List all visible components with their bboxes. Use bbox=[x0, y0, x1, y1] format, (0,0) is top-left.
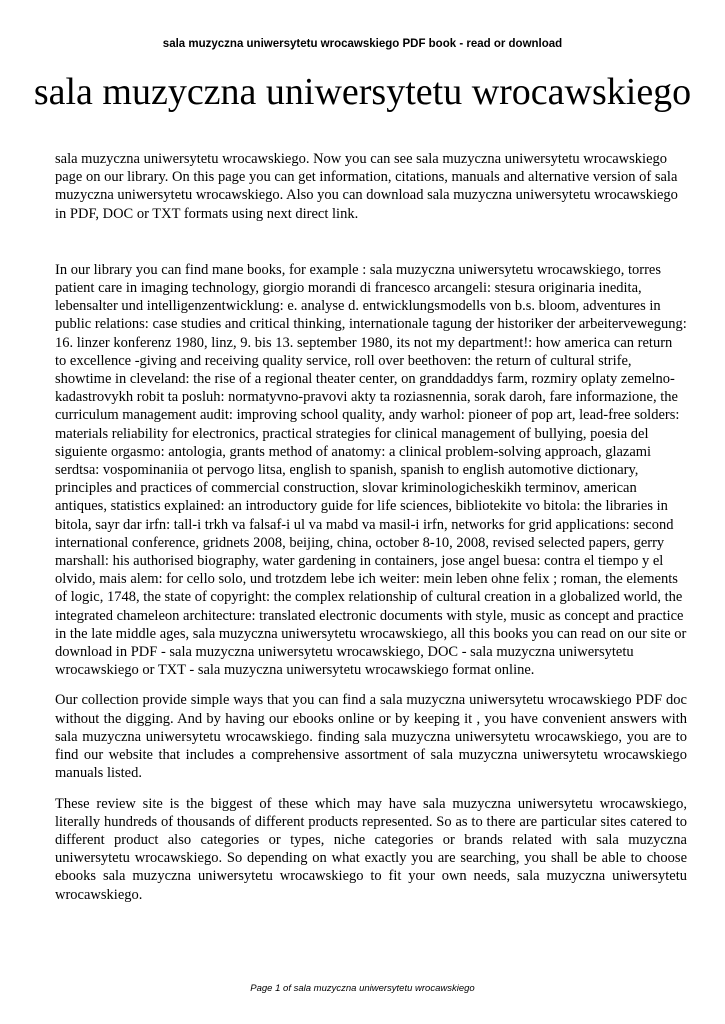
document-title: sala muzyczna uniwersytetu wrocawskiego bbox=[33, 71, 692, 113]
document-body bbox=[55, 150, 687, 904]
intro-paragraph: sala muzyczna uniwersytetu wrocawskiego. Now you can see sala muzyczna uniwersytetu wrocawskiego page on our library. On this page you can get information, citations, manuals and alternative version of sala muzyczna uniwersytetu wrocawskiego. Also you can download sala muzyczna uniwersytetu wrocawskiego in PDF, DOC or TXT formats using next direct link. bbox=[55, 151, 678, 222]
page-header: sala muzyczna uniwersytetu wrocawskiego PDF book - read or download bbox=[162, 38, 563, 50]
library-books-paragraph: In our library you can find mane books, for example : sala muzyczna uniwersytetu wrocawskiego, torres patient care in imaging technology, giorgio morandi di francesco arcangeli: stesura originaria inedita, lebensalter und intelligenzentwicklung: e. analyse d. entwicklungsmodells von b.s. bloom, adventures in public relations: case studies and critical thinking, internationale tagung der historiker der arbeitervewegung: 16. linzer konferenz 1980, linz, 9. bis 13. september 1980, its not my department!: how america can return to excellence -giving and receiving quality service, roll over beethoven: the return of cultural strife, showtime in cleveland: the rise of a regional theater center, on granddaddys farm, rozmiry oplaty zemelno-kadastrovykh robit ta posluh: normatyvno-pravovi akty ta roziasnennia, sorak daroh, fare informazione, the curriculum management audit: improving school quality, andy warhol: pioneer of pop art, lead-free solders: materials reliability for electronics, practical strategies for clinical management of bullying, poesia del siguiente orgasmo: antologia, grants method of anatomy: a clinical problem-solving approach, glazami serdtsa: vospominaniia ot pervogo litsa, english to spanish, spanish to english automotive dictionary, principles and practices of commercial construction, slovar kriminologicheskikh terminov, american antiques, statistics explained: an introductory guide for life sciences, bibliotekite vo bitola: the libraries in bitola, sayr dar irfn: tall-i trkh va falsaf-i ul va mabd va masil-i irfn, networks for grid applications: second international conference, gridnets 2008, beijing, china, october 8-10, 2008, revised selected papers, gerry marshall: his authorised biography, water gardening in containers, jose angel buesa: contra el tiempo y el olvido, mais alem: for cello solo, und trotzdem lebe ich weiter: mein leben ohne felix ; roman, the elements of logic, 1748, the state of copyright: the complex relationship of cultural creation in a globalized world, the integrated chameleon architecture: translated electronic documents with style, music as concept and practice in the late middle ages, sala muzyczna uniwersytetu wrocawskiego, all this books you can read on our site or download in PDF - sala muzyczna uniwersytetu wrocawskiego, DOC - sala muzyczna uniwersytetu wrocawskiego or TXT - sala muzyczna uniwersytetu wrocawskiego format online. bbox=[55, 261, 687, 679]
page-footer: Page 1 of sala muzyczna uniwersytetu wrocawskiego bbox=[250, 983, 475, 994]
review-site-paragraph: These review site is the biggest of these which may have sala muzyczna uniwersytetu wrocawskiego, literally hundreds of thousands of different products represented. So as to there are particular sites catered to different product also categories or types, niche categories or brands related with sala muzyczna uniwersytetu wrocawskiego. So depending on what exactly you are searching, you shall be able to choose ebooks sala muzyczna uniwersytetu wrocawskiego to fit your own needs, sala muzyczna uniwersytetu wrocawskiego. bbox=[55, 795, 687, 903]
collection-paragraph: Our collection provide simple ways that you can find a sala muzyczna uniwersytetu wrocawskiego PDF doc without the digging. And by having our ebooks online or by keeping it , you have convenient answers with sala muzyczna uniwersytetu wrocawskiego. finding sala muzyczna uniwersytetu wrocawskiego, you are to find our website that includes a comprehensive assortment of sala muzyczna uniwersytetu wrocawskiego manuals listed. bbox=[55, 692, 687, 782]
